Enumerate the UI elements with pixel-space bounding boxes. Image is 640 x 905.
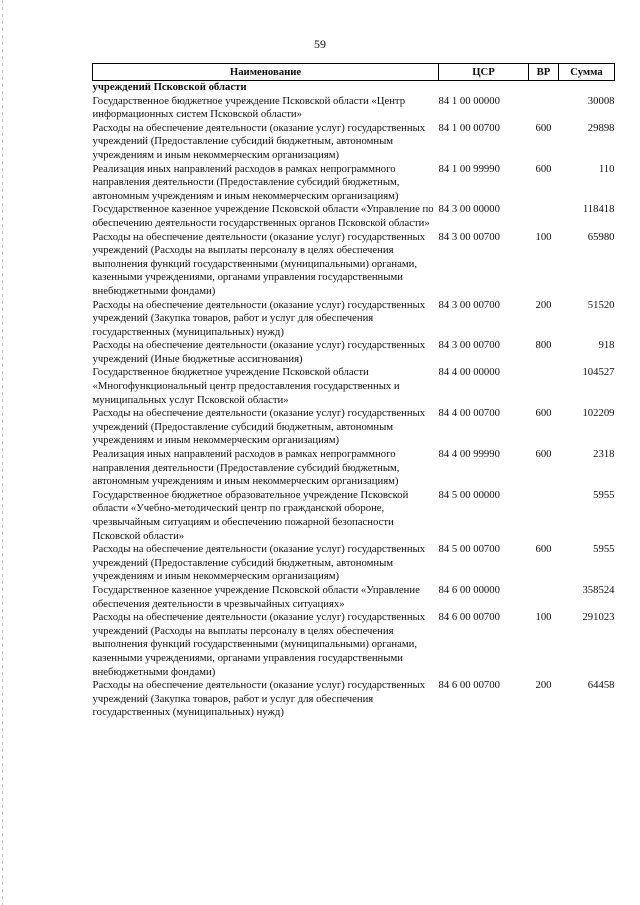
section-title: учреждений Псковской области xyxy=(92,81,247,93)
row-sum: 102209 xyxy=(582,407,615,420)
row-name: Реализация иных направлений расходов в рамках непрограммного направления деятельности (Предоставление субсидий бюджетным, автономным учреждениям и иным некоммерческим организациям) xyxy=(92,162,400,202)
table-row xyxy=(93,448,615,489)
row-vr xyxy=(529,95,559,122)
row-sum: 51520 xyxy=(587,298,615,311)
page-number: 59 xyxy=(314,37,326,51)
row-vr: 100 xyxy=(535,230,552,243)
row-vr: 800 xyxy=(535,339,552,352)
header-code: ЦСР xyxy=(439,64,529,81)
row-sum: 5955 xyxy=(593,488,615,501)
header-name: Наименование xyxy=(93,64,439,81)
row-vr xyxy=(529,489,559,543)
row-vr: 600 xyxy=(535,407,552,420)
row-sum: 2318 xyxy=(593,448,615,461)
table-row xyxy=(93,489,615,543)
table-row xyxy=(93,584,615,611)
row-code: 84 4 00 00000 xyxy=(438,366,500,379)
header-sum: Сумма xyxy=(559,64,615,81)
table-row xyxy=(93,95,615,122)
table-row xyxy=(93,231,615,299)
row-name: Расходы на обеспечение деятельности (оказание услуг) государственных учреждений (Предоставление субсидий бюджетным, автономным учреждениям и иным некоммерческим организациям) xyxy=(92,407,426,447)
row-name: Расходы на обеспечение деятельности (оказание услуг) государственных учреждений (Расходы на выплаты персоналу в целях обеспечения выполнения функций государственными (муниципальными) органами, казенными учреждениями, органами управления государственными внебюджетными фондами) xyxy=(92,230,426,297)
row-name: Государственное казенное учреждение Псковской области «Управление по обеспечению деятельности государственных органов Псковской области» xyxy=(92,203,434,229)
row-vr: 600 xyxy=(535,543,552,556)
table-row xyxy=(93,339,615,366)
row-sum: 104527 xyxy=(582,366,615,379)
table-row xyxy=(93,611,615,679)
row-name: Расходы на обеспечение деятельности (оказание услуг) государственных учреждений (Закупка товаров, работ и услуг для обеспечения государственных (муниципальных) нужд) xyxy=(92,679,426,719)
row-code: 84 6 00 00700 xyxy=(438,611,500,624)
row-code: 84 3 00 00700 xyxy=(438,339,500,352)
row-name: Государственное казенное учреждение Псковской области «Управление обеспечения деятельности в чрезвычайных ситуациях» xyxy=(92,583,420,610)
row-vr xyxy=(529,203,559,230)
row-sum: 30008 xyxy=(587,94,615,107)
row-sum: 29898 xyxy=(587,121,615,134)
row-code: 84 3 00 00700 xyxy=(438,230,500,243)
row-code: 84 1 00 00700 xyxy=(438,121,500,134)
row-vr: 100 xyxy=(535,611,552,624)
table-header-row xyxy=(93,64,615,81)
row-vr: 600 xyxy=(535,448,552,461)
row-code: 84 6 00 00000 xyxy=(438,583,500,596)
row-vr: 200 xyxy=(535,298,552,311)
table-row xyxy=(93,407,615,448)
row-code: 84 1 00 00000 xyxy=(438,94,500,107)
table-row xyxy=(93,679,615,720)
header-vr: ВР xyxy=(529,64,559,81)
row-sum: 118418 xyxy=(582,203,615,216)
row-code: 84 3 00 00700 xyxy=(438,298,500,311)
row-sum: 64458 xyxy=(587,679,615,692)
section-title-row xyxy=(93,81,615,95)
row-code: 84 5 00 00700 xyxy=(438,543,500,556)
table-row xyxy=(93,163,615,204)
table-row xyxy=(93,203,615,230)
table-row xyxy=(93,543,615,584)
row-code: 84 6 00 00700 xyxy=(438,679,500,692)
row-vr xyxy=(529,584,559,611)
row-code: 84 1 00 99990 xyxy=(438,162,500,175)
row-name: Государственное бюджетное учреждение Псковской области «Центр информационных систем Псковской области» xyxy=(92,94,406,121)
table-row xyxy=(93,122,615,163)
row-vr xyxy=(529,366,559,407)
row-code: 84 4 00 00700 xyxy=(438,407,500,420)
row-code: 84 5 00 00000 xyxy=(438,488,500,501)
row-vr: 200 xyxy=(535,679,552,692)
table-row xyxy=(93,366,615,407)
row-sum: 65980 xyxy=(587,230,615,243)
row-name: Государственное бюджетное образовательное учреждение Псковской области «Учебно-методический центр по гражданской обороне, чрезвычайным ситуациям и обеспечению пожарной безопасности Псковской области» xyxy=(92,488,409,542)
row-name: Расходы на обеспечение деятельности (оказание услуг) государственных учреждений (Иные бюджетные ассигнования) xyxy=(92,339,426,365)
row-vr: 600 xyxy=(535,162,552,175)
table-row xyxy=(93,299,615,340)
row-name: Расходы на обеспечение деятельности (оказание услуг) государственных учреждений (Предоставление субсидий бюджетным, автономным учреждениям и иным некоммерческим организациям) xyxy=(92,543,426,583)
row-sum: 291023 xyxy=(582,611,615,624)
row-code: 84 4 00 99990 xyxy=(438,448,500,461)
row-sum: 110 xyxy=(598,162,615,175)
row-name: Расходы на обеспечение деятельности (оказание услуг) государственных учреждений (Расходы на выплаты персоналу в целях обеспечения выполнения функций государственными (муниципальными) органами, казенными учреждениями, органами управления государственными внебюджетными фондами) xyxy=(92,611,426,678)
row-sum: 358524 xyxy=(582,583,615,596)
row-name: Расходы на обеспечение деятельности (оказание услуг) государственных учреждений (Предоставление субсидий бюджетным, автономным учреждениям и иным некоммерческим организациям) xyxy=(92,121,426,161)
row-name: Реализация иных направлений расходов в рамках непрограммного направления деятельности (Предоставление субсидий бюджетным, автономным учреждениям и иным некоммерческим организациям) xyxy=(92,448,400,488)
row-vr: 600 xyxy=(535,121,552,134)
row-code: 84 3 00 00000 xyxy=(438,203,500,216)
budget-table xyxy=(92,63,615,720)
row-name: Расходы на обеспечение деятельности (оказание услуг) государственных учреждений (Закупка товаров, работ и услуг для обеспечения государственных (муниципальных) нужд) xyxy=(92,298,426,338)
row-sum: 5955 xyxy=(593,543,615,556)
scan-margin-line xyxy=(2,0,3,905)
row-sum: 918 xyxy=(598,339,615,352)
row-name: Государственное бюджетное учреждение Псковской области «Многофункциональный центр предоставления государственных и муниципальных услуг Псковской области» xyxy=(92,366,400,406)
table-body xyxy=(93,81,615,720)
